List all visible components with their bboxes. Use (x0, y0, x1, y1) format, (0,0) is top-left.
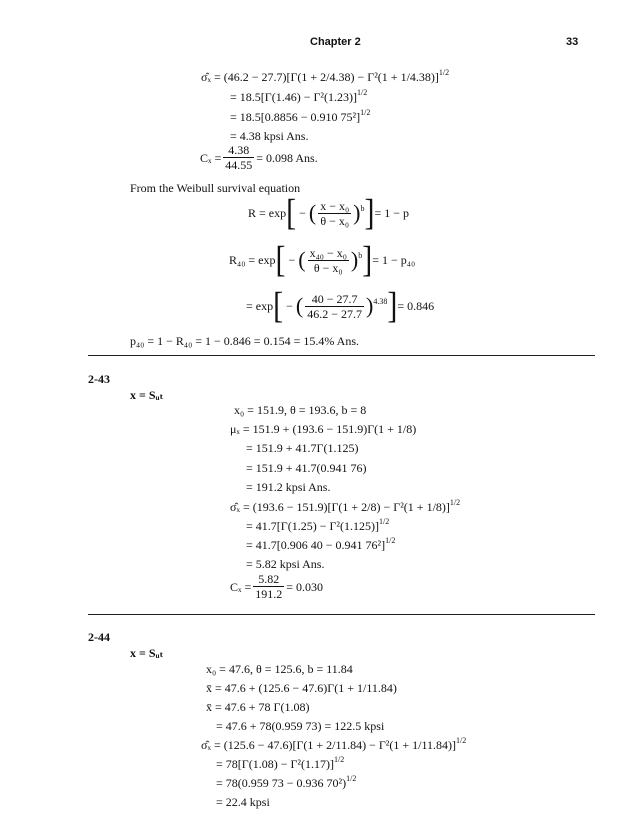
cx-lhs: Cₓ = (200, 150, 222, 165)
R40-equation (229, 238, 416, 280)
page-number: 33 (566, 36, 579, 48)
p43-line-8: = 41.7[0.906 40 − 0.941 76²]$^{1/2}$ (246, 536, 396, 552)
p44-line-6: = $78[\Gamma(1.08) - \Gamma^2(1.17)]^{1/2}$ (216, 755, 345, 771)
R40b-exponent: 4.38 (373, 297, 388, 306)
p43-cx-equation (230, 572, 323, 601)
cx-fraction (223, 143, 254, 172)
weibull-survival-equation (248, 191, 410, 233)
p44-line-2: x̄ = 47.6 + (125.6 − 47.6)Γ(1 + 1/11.84) (206, 681, 397, 695)
R40-lhs: R₄₀ = exp (229, 253, 276, 267)
problem-variable: x = Sᵤₜ (130, 388, 164, 402)
cx-fraction (253, 572, 284, 601)
chapter-title: Chapter 2 (310, 36, 361, 48)
R40-numerator: x₄₀ − x₀ (309, 245, 347, 260)
R-denominator: θ − x₀ (320, 213, 350, 228)
cx-rhs: = 0.030 (286, 579, 324, 594)
left-bracket: [ (286, 191, 297, 233)
cx-rhs: = 0.098 Ans. (256, 150, 318, 165)
left-paren: ( (308, 200, 317, 225)
sigma-equation-line-3: = 18.5[0.8856 − 0.910 75²]$^{1/2}$ (230, 108, 371, 124)
p43-line-9: = 5.82 kpsi Ans. (246, 557, 325, 571)
R-numerator: x − x₀ (320, 198, 350, 213)
R40b-numerator: 40 − 27.7 (305, 292, 364, 307)
left-bracket: [ (273, 284, 284, 326)
p44-line-3: x̄ = 47.6 + 78 Γ(1.08) (206, 700, 310, 714)
R-fraction (318, 199, 351, 228)
R-lhs: R = exp (248, 206, 287, 220)
right-paren: ) (365, 293, 374, 318)
R40b-rhs: = 0.846 (397, 299, 435, 313)
minus-sign: − (283, 299, 296, 313)
p43-line-3: = 151.9 + 41.7Γ(1.125) (246, 441, 359, 455)
minus-sign: − (285, 253, 299, 267)
left-paren: ( (298, 247, 306, 272)
p44-line-5: σ̂ₓ = $(125.6 - 47.6)[\Gamma(1 + 2/11.84) - \Gamma^2(1 + 1/11.84)]^{1/2}$ (201, 736, 467, 752)
R40-denominator: θ − x₀ (313, 260, 343, 275)
problem-number: 2-44 (88, 630, 110, 644)
minus-sign: − (296, 206, 309, 220)
weibull-intro-text: From the Weibull survival equation (130, 181, 301, 195)
right-paren: ) (353, 200, 361, 225)
left-paren: ( (295, 293, 304, 318)
right-bracket: ] (364, 191, 375, 233)
R40-exponent: b (358, 251, 363, 260)
cx-numerator: 4.38 (223, 143, 254, 158)
sigma-equation-line-4: = 4.38 kpsi Ans. (230, 129, 309, 143)
R40b-fraction (305, 292, 364, 321)
cx-denominator: 44.55 (225, 158, 253, 172)
R40b-denominator: 46.2 − 27.7 (307, 306, 362, 321)
right-bracket: ] (387, 284, 398, 326)
cx-numerator: 5.82 (253, 572, 284, 587)
section-divider (88, 355, 595, 356)
R40-evaluation (246, 284, 435, 326)
p43-line-7: = $41.7[\Gamma(1.25) - \Gamma^2(1.125)]^{1/2}$ (246, 517, 390, 533)
problem-variable: x = Sᵤₜ (130, 646, 164, 660)
R40b-lhs: = exp (246, 299, 274, 313)
left-bracket: [ (275, 238, 286, 280)
p43-line-4: = 151.9 + 41.7(0.941 76) (246, 461, 367, 475)
R40-fraction (308, 246, 349, 275)
p44-line-1: x₀ = 47.6, θ = 125.6, b = 11.84 (206, 662, 353, 676)
p40-result: p₄₀ = 1 − R₄₀ = 1 − 0.846 = 0.154 = 15.4% Ans. (130, 334, 360, 348)
section-divider (88, 614, 595, 615)
p44-line-8: = 22.4 kpsi (216, 795, 270, 809)
p43-line-6: σ̂ₓ = $(193.6 - 151.9)[\Gamma(1 + 2/8) - \Gamma^2(1 + 1/8)]^{1/2}$ (230, 498, 461, 514)
cx-denominator: 191.2 (255, 587, 283, 601)
problem-number: 2-43 (88, 372, 110, 386)
R40-rhs: = 1 − p₄₀ (372, 253, 416, 267)
p44-line-7: = 78(0.959 73 − 0.936 70²)$^{1/2}$ (216, 774, 357, 790)
right-bracket: ] (362, 238, 373, 280)
R-exponent: b (360, 204, 365, 213)
cx-lhs: Cₓ = (230, 579, 252, 594)
right-paren: ) (350, 247, 359, 272)
p44-line-4: = 47.6 + 78(0.959 73) = 122.5 kpsi (216, 719, 385, 733)
cx-equation (200, 143, 318, 172)
sigma-equation-line-2: = $18.5[\Gamma(1.46) - \Gamma^2(1.23)]^{1/2}$ (230, 88, 368, 104)
p43-line-2: μₓ = 151.9 + (193.6 − 151.9)Γ(1 + 1/8) (230, 422, 417, 436)
sigma-equation-line-1: σ̂ₓ = $(46.2 - 27.7)[\Gamma(1 + 2/4.38) - \Gamma^2(1 + 1/4.38)]^{1/2}$ (201, 68, 450, 84)
p43-line-1: x₀ = 151.9, θ = 193.6, b = 8 (234, 403, 367, 417)
R-rhs: = 1 − p (374, 206, 410, 220)
p43-line-5: = 191.2 kpsi Ans. (246, 480, 331, 494)
